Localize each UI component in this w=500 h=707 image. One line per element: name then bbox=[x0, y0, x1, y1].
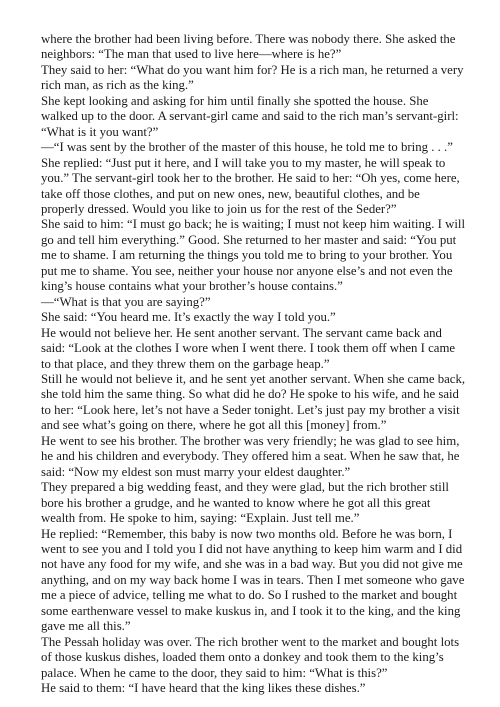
paragraph: She said: “You heard me. It’s exactly the way I told you.” bbox=[41, 310, 336, 325]
paragraph: Still he would not believe it, and he sent yet another servant. When she came back, she told him the same thing. So what did he do? He spoke to his wife, and he said to her: “Look here, let’s not have a Seder tonight. Let’s just pay my brother a visit and see what’s going on there, where he got all this [money] from.” bbox=[41, 371, 466, 433]
paragraph: She said to him: “I must go back; he is waiting; I must not keep him waiting. I will go and tell him everything.” Good. She returned to her master and said: “You put me to shame. I am returning the things you told me to bring to your brother. You put me to shame. You see, neither your house nor anyone else’s and not even the king’s house contains what your brother’s house contains.” bbox=[41, 217, 466, 294]
paragraph: He went to see his brother. The brother was very friendly; he was glad to see him, he and his children and everybody. They offered him a seat. When he saw that, he said: “Now my eldest son must marry your eldest daughter.” bbox=[41, 433, 460, 479]
paragraph: —“I was sent by the brother of the master of this house, he told me to bring . . .” She replied: “Just put it here, and I will take you to my master, he will speak to you.” The servant-girl took her to the brother. He said to her: “Oh yes, come here, take off those clothes, and put on new ones, new, beautiful clothes, and be properly dressed. Would you like to join us for the rest of the Seder?” bbox=[41, 140, 460, 216]
body-text bbox=[41, 32, 466, 696]
paragraph: He replied: “Remember, this baby is now two months old. Before he was born, I went to see you and I told you I did not have anything to keep him warm and I did not have any food for my wife, and she was in a bad way. But you did not give me anything, and on my way back home I was in tears. Then I met someone who gave me a piece of advice, telling me what to do. So I rushed to the market and bought some earthenware vessel to make kuskus in, and I took it to the king, and the king gave me all this.” bbox=[41, 526, 465, 634]
paragraph: where the brother had been living before. There was nobody there. She asked the neighbors: “The man that used to live here—where is he?” bbox=[41, 32, 456, 62]
paragraph: She kept looking and asking for him until finally she spotted the house. She walked up to the door. A servant-girl came and said to the rich man’s servant-girl: “What is it you want?” bbox=[41, 93, 459, 139]
paragraph: They said to her: “What do you want him for? He is a rich man, he returned a very rich man, as rich as the king.” bbox=[41, 62, 464, 93]
paragraph: The Pessah holiday was over. The rich brother went to the market and bought lots of those kuskus dishes, loaded them onto a donkey and took them to the king’s palace. When he came to the door, they said to him: “What is this?” bbox=[41, 634, 460, 680]
paragraph: They prepared a big wedding feast, and they were glad, but the rich brother still bore his brother a grudge, and he wanted to know where he got all this great wealth from. He spoke to him, saying: “Explain. Just tell me.” bbox=[41, 480, 449, 526]
paragraph: He said to them: “I have heard that the king likes these dishes.” bbox=[41, 681, 366, 696]
paragraph: —“What is that you are saying?” bbox=[41, 294, 211, 309]
paragraph: He would not believe her. He sent another servant. The servant came back and said: “Look at the clothes I wore when I went there. I took them off when I came to that place, and they threw them on the garbage heap.” bbox=[41, 325, 456, 371]
